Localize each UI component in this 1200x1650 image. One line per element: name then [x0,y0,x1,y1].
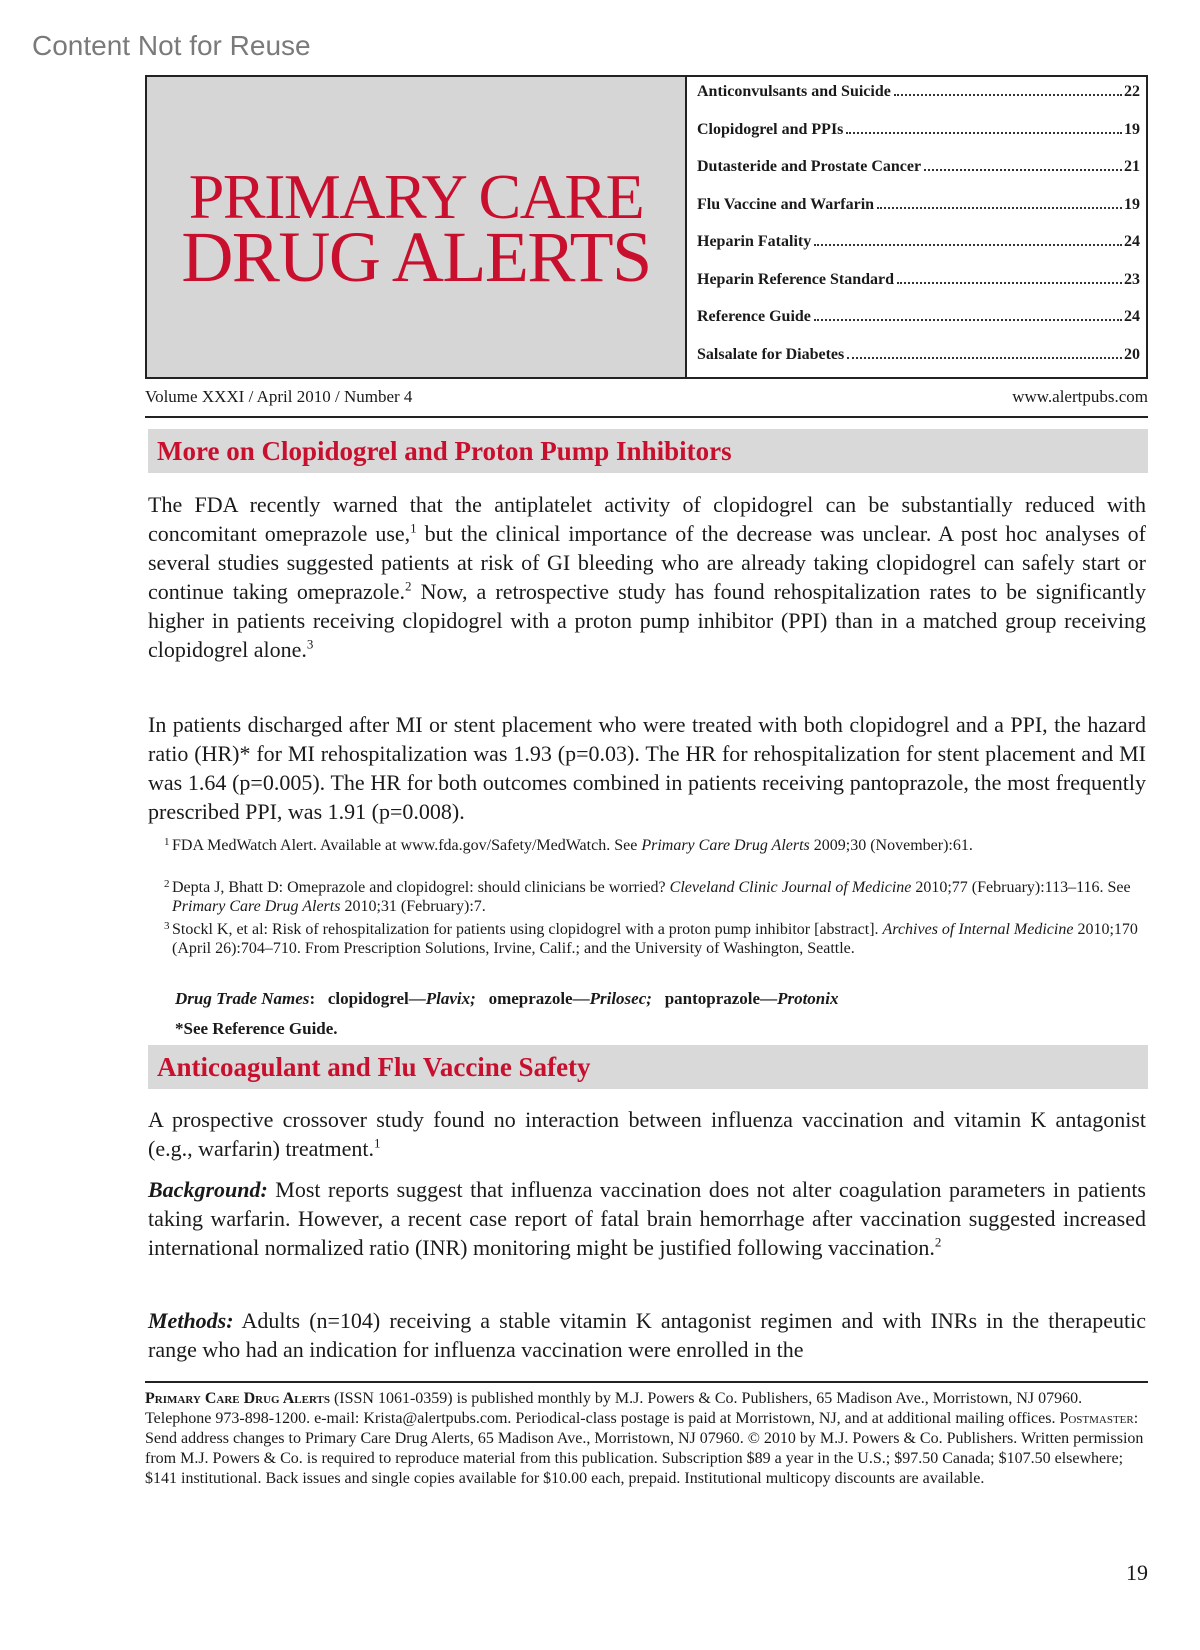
journal-name: Primary Care Drug Alerts [641,837,810,854]
paragraph-text: Most reports suggest that influenza vaccination does not alter coagulation parameters in patients taking warfarin. However, a recent case report of fatal brain hemorrhage after vaccination suggested increased international normalized ratio (INR) monitoring might be justified following vaccination. [148,1177,1146,1260]
paragraph-text: but the clinical importance of the decrease was unclear. A post hoc analyses of several studies suggested patients at risk of GI bleeding who are already taking clopidogrel can safely start or continue taking omeprazole. [148,521,1146,604]
paragraph-text: The FDA recently warned that the antiplatelet activity of clopidogrel can be substantially reduced with concomitant omeprazole use, [148,492,1146,546]
brand-name: Prilosec; [589,989,652,1008]
toc-item-page: 24 [1124,308,1140,325]
footnote-text: FDA MedWatch Alert. Available at www.fda.gov/Safety/MedWatch. See [172,837,642,854]
toc-item-title: Salsalate for Diabetes [697,345,845,363]
footnote-text: Stockl K, et al: Risk of rehospitalization for patients using clopidogrel with a proton pump inhibitor [abstract]. [172,921,883,938]
toc-item[interactable] [697,121,1140,159]
newsletter-title-box [147,77,687,377]
footnote-number: 2 [164,878,170,890]
journal-name: Archives of Internal Medicine [882,921,1074,938]
generic-name: omeprazole— [488,989,590,1008]
journal-name: Cleveland Clinic Journal of Medicine [669,879,912,896]
footnote-ref: 2 [934,1234,942,1250]
toc-leader [814,319,1122,321]
footnote-ref: 1 [374,1135,381,1151]
toc-item-page: 19 [1124,120,1140,138]
toc-leader [877,207,1122,209]
toc-leader [814,244,1122,246]
footnote-number: 3 [164,920,170,932]
toc-item-page: 21 [1124,158,1140,175]
brand-name: Protonix [777,989,839,1008]
drug-trade-names: Drug Trade Names: clopidogrel—Plavix; omeprazole—Prilosec; pantoprazole—Protonix [175,989,839,1008]
footer-text: : Send address changes to Primary Care Drug Alerts, 65 Madison Ave., Morristown, NJ 07960. © 2010 by M.J. Powers & Co. Publishers. Written permission from M.J. Powers & Co. is required to reproduce material from this publication. Subscription $89 a year in the U.S.; $97.50 Canada; $107.50 elsewhere; $141 institutional. Back issues and single copies available for $10.00 each, prepaid. Institutional multicopy discounts are available. [145,1410,1144,1487]
see-reference-note: *See Reference Guide. [175,1019,338,1038]
article-heading-bar [148,1045,1148,1089]
footnote-ref: 3 [306,636,314,652]
issue-info-bar [145,387,1148,407]
toc-item[interactable] [697,196,1140,234]
toc-item-title: Heparin Fatality [697,233,812,250]
volume-info: Volume XXXI / April 2010 / Number 4 [145,387,413,406]
article-paragraph [148,1105,1146,1163]
postmaster-label: Postmaster [1059,1410,1134,1427]
toc-item[interactable] [697,83,1140,121]
footer-text: (ISSN 1061-0359) is published monthly by M.J. Powers & Co. Publishers, 65 Madison Ave., Morristown, NJ 07960. Telephone 973-898-1200. e-mail: Krista@alertpubs.com. Periodical-class postage is paid at Morristown, NJ, and at additional mailing offices. [145,1390,1083,1427]
journal-name: Primary Care Drug Alerts [172,898,341,915]
footnote [164,878,1147,916]
article-paragraph: In patients discharged after MI or stent placement who were treated with both clopidogrel and a PPI, the hazard ratio (HR)* for MI rehospitalization was 1.93 (p=0.03). The HR for rehospitalization for stent placement and MI was 1.64 (p=0.005). The HR for both outcomes combined in patients receiving pantoprazole, the most frequently prescribed PPI, was 1.91 (p=0.008). [148,712,1146,824]
generic-name: pantoprazole— [664,989,778,1008]
toc-leader [897,282,1122,284]
article-paragraph [148,1175,1146,1262]
section-label: Background: [148,1177,268,1202]
toc-item[interactable] [697,346,1140,384]
article-heading-bar [148,429,1148,473]
publication-footer [145,1389,1148,1489]
toc-item-page: 24 [1124,233,1140,250]
toc-item-title: Heparin Reference Standard [697,270,895,288]
toc-item-page: 19 [1124,195,1140,213]
article-paragraph [148,490,1146,664]
divider [145,416,1148,418]
toc-item-title: Flu Vaccine and Warfarin [697,195,875,213]
table-of-contents [687,77,1146,377]
toc-item-title: Anticonvulsants and Suicide [697,83,891,100]
footnote-text: 2010;170 (April 26):704–710. From Prescription Solutions, Irvine, Calif.; and the University of Washington, Seattle. [172,921,1138,957]
toc-leader [846,132,1122,134]
toc-item-title: Reference Guide [697,308,811,325]
newsletter-title-line1: PRIMARY CARE [188,161,644,232]
divider [145,1381,1148,1383]
footnote [164,836,1147,855]
toc-leader [847,357,1122,359]
footnote-text: 2010;77 (February):113–116. See [911,879,1131,896]
toc-item[interactable] [697,233,1140,271]
article-heading: Anticoagulant and Flu Vaccine Safety [157,1051,591,1082]
watermark-text: Content Not for Reuse [32,30,311,61]
page-number: 19 [1126,1560,1148,1585]
footnote-text: 2010;31 (February):7. [340,898,486,915]
newsletter-title-line2: DRUG ALERTS [181,217,651,297]
toc-item-page: 20 [1124,345,1140,363]
paragraph-text: Adults (n=104) receiving a stable vitamin K antagonist regimen and with INRs in the therapeutic range who had an indication for influenza vaccination were enrolled in the [148,1308,1146,1362]
footnote-ref: 2 [405,578,412,594]
masthead [145,75,1148,379]
paragraph-text: A prospective crossover study found no interaction between influenza vaccination and vitamin K antagonist (e.g., warfarin) treatment. [148,1107,1146,1161]
toc-item-page: 22 [1124,83,1140,100]
article-heading: More on Clopidogrel and Proton Pump Inhibitors [157,435,732,466]
footnote-number: 1 [164,836,170,848]
toc-item-title: Dutasteride and Prostate Cancer [697,158,922,175]
footnote-text: 2009;30 (November):61. [809,837,973,854]
generic-name: clopidogrel— [327,989,426,1008]
website-link[interactable]: www.alertpubs.com [1012,387,1148,406]
paragraph-text: Now, a retrospective study has found rehospitalization rates to be significantly higher in patients receiving clopidogrel with a proton pump inhibitor (PPI) than in a matched group receiving clopidogrel alone. [148,579,1146,662]
section-label: Methods: [148,1308,234,1333]
footnote [164,920,1147,958]
footnote-ref: 1 [410,520,417,536]
toc-leader [894,94,1122,96]
toc-item[interactable] [697,158,1140,196]
toc-item[interactable] [697,271,1140,309]
trade-names-label: Drug Trade Names [175,989,310,1008]
publication-name: Primary Care Drug Alerts [145,1390,330,1407]
article-paragraph [148,1306,1146,1364]
toc-leader [924,169,1122,171]
toc-item-title: Clopidogrel and PPIs [697,120,844,138]
toc-item[interactable] [697,308,1140,346]
brand-name: Plavix; [425,989,476,1008]
toc-item-page: 23 [1124,270,1140,288]
footnote-text: Depta J, Bhatt D: Omeprazole and clopidogrel: should clinicians be worried? [172,879,670,896]
